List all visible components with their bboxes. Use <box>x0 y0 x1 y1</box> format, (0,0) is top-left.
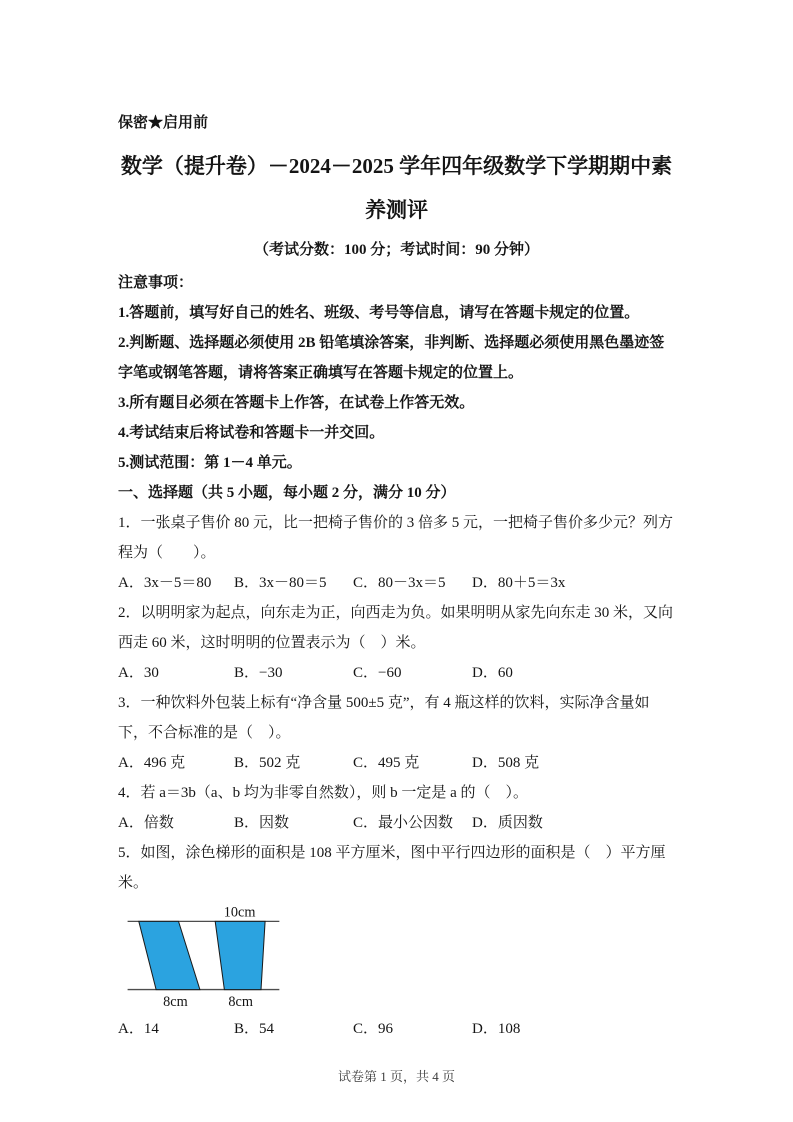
question-stem: 3．一种饮料外包装上标有“净含量 500±5 克”，有 4 瓶这样的饮料，实际净含量如下，不合标准的是（ ）。 <box>118 695 650 741</box>
options-row <box>118 1014 675 1044</box>
option-d: D．108 <box>472 1021 521 1037</box>
notice-item: 4.考试结束后将试卷和答题卡一并交回。 <box>118 425 385 441</box>
option-b: B．因数 <box>234 815 290 831</box>
option-d: D．60 <box>472 665 513 681</box>
question-block <box>118 508 675 598</box>
option-b: B．54 <box>234 1021 275 1037</box>
exam-info: （考试分数：100 分；考试时间：90 分钟） <box>253 242 539 258</box>
page-content <box>118 112 675 1044</box>
question-block <box>118 838 675 1044</box>
option-c: C．495 克 <box>353 755 420 771</box>
figure-bottom-right-label: 8cm <box>228 993 253 1010</box>
option-a: A．30 <box>118 665 159 681</box>
classification-label: 保密★启用前 <box>118 115 209 131</box>
figure-bottom-left-label: 8cm <box>163 993 188 1010</box>
option-c: C．80－3x＝5 <box>353 575 446 591</box>
notice-item: 2.判断题、选择题必须使用 2B 铅笔填涂答案，非判断、选择题必须使用黑色墨迹签字笔或钢笔答题，请将答案正确填写在答题卡规定的位置上。 <box>118 335 665 381</box>
question-block <box>118 778 675 838</box>
option-d: D．80＋5＝3x <box>472 575 566 591</box>
option-a: A．496 克 <box>118 755 186 771</box>
option-d: D．508 克 <box>472 755 540 771</box>
option-c: C．−60 <box>353 665 402 681</box>
page-title: 数学（提升卷）－2024－2025 学年四年级数学下学期期中素养测评 <box>120 154 673 222</box>
footer-page-info: 试卷第 1 页，共 4 页 <box>337 1069 455 1084</box>
question-stem: 4．若 a＝3b（a、b 均为非零自然数），则 b 一定是 a 的（ ）。 <box>118 785 528 801</box>
figure-top-label: 10cm <box>223 904 256 921</box>
options-row <box>118 568 675 598</box>
notice-item: 3.所有题目必须在答题卡上作答，在试卷上作答无效。 <box>118 395 475 411</box>
option-b: B．3x－80＝5 <box>234 575 327 591</box>
notices-heading: 注意事项： <box>118 275 194 291</box>
option-d: D．质因数 <box>472 815 543 831</box>
trapezoid-shape <box>215 921 265 989</box>
option-a: A．3x－5＝80 <box>118 575 212 591</box>
trapezoid-figure-svg <box>120 902 290 1012</box>
options-row <box>118 748 675 778</box>
option-b: B．502 克 <box>234 755 301 771</box>
notice-item: 1.答题前，填写好自己的姓名、班级、考号等信息，请写在答题卡规定的位置。 <box>118 305 640 321</box>
question-block <box>118 598 675 688</box>
option-c: C．96 <box>353 1021 394 1037</box>
question-stem: 2．以明明家为起点，向东走为正，向西走为负。如果明明从家先向东走 30 米，又向西走 60 米，这时明明的位置表示为（ ）米。 <box>118 605 674 651</box>
option-a: A．14 <box>118 1021 159 1037</box>
question-block <box>118 688 675 778</box>
trapezoid-figure <box>120 902 675 1012</box>
parallelogram-shape <box>139 921 200 989</box>
option-c: C．最小公因数 <box>353 815 454 831</box>
option-a: A．倍数 <box>118 815 174 831</box>
notice-item: 5.测试范围：第 1－4 单元。 <box>118 455 302 471</box>
option-b: B．−30 <box>234 665 283 681</box>
options-row <box>118 658 675 688</box>
question-stem: 5．如图，涂色梯形的面积是 108 平方厘米，图中平行四边形的面积是（ ）平方厘米。 <box>118 845 666 891</box>
question-stem: 1．一张桌子售价 80 元，比一把椅子售价的 3 倍多 5 元，一把椅子售价多少元？列方程为（ ）。 <box>118 515 674 561</box>
options-row <box>118 808 675 838</box>
section-heading: 一、选择题（共 5 小题，每小题 2 分，满分 10 分） <box>118 485 456 501</box>
